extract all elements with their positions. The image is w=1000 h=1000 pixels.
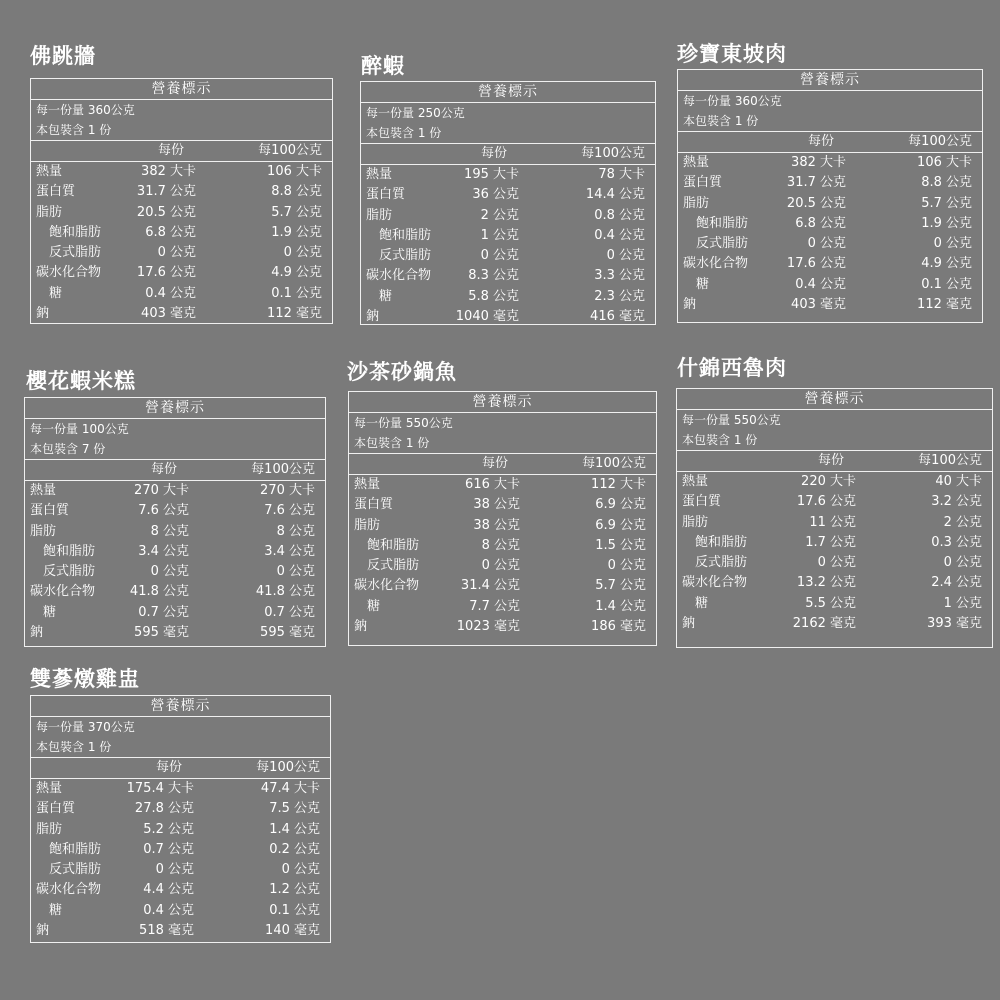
per-100g-value: 112 毫克: [267, 306, 322, 322]
nutrient-name: 碳水化合物: [682, 575, 748, 591]
per-serving-value: 0.7 公克: [143, 841, 194, 857]
per-100g-value: 0.7 公克: [264, 604, 315, 620]
per-serving-value: 518 毫克: [139, 923, 194, 939]
nutrient-row-sat-fat: [678, 214, 982, 234]
per-100g-value: 5.7 公克: [595, 578, 646, 594]
nutrient-row-sodium: [361, 307, 655, 327]
per-serving-value: 0.4 公克: [143, 902, 194, 918]
per-serving-value: 7.7 公克: [469, 598, 520, 614]
nutrient-name: 飽和脂肪: [49, 841, 102, 857]
nutrient-row-energy: [678, 153, 982, 173]
nutrient-rows: [677, 472, 992, 634]
nutrient-name: 熱量: [366, 167, 393, 182]
nutrition-label: [30, 695, 331, 943]
nutrient-row-carbs: [31, 880, 330, 900]
nutrient-name: 脂肪: [366, 207, 393, 223]
nutrient-row-sugar: [25, 603, 325, 623]
servings-per-package: 本包裝含 1 份: [36, 740, 112, 754]
servings-per-package: 本包裝含 1 份: [366, 126, 442, 140]
per-serving-value: 0 公克: [481, 558, 520, 574]
column-header: [677, 451, 992, 472]
per-100g-value: 0.1 公克: [269, 902, 320, 918]
serving-info: [31, 100, 332, 141]
per-serving-value: 5.2 公克: [143, 821, 194, 837]
label-header: 營養標示: [361, 82, 655, 103]
nutrient-name: 反式脂肪: [367, 558, 420, 574]
serving-size: 每一份量 250公克: [366, 106, 465, 120]
per-serving-value: 2162 毫克: [792, 616, 856, 632]
per-100g-header: 每100公克: [258, 143, 322, 158]
servings-per-package: 本包裝含 1 份: [682, 433, 758, 447]
per-100g-value: 106 大卡: [267, 164, 322, 179]
per-100g-value: 0 公克: [281, 862, 320, 878]
label-header: 營養標示: [349, 392, 656, 413]
per-100g-value: 186 毫克: [591, 619, 646, 635]
per-serving-value: 5.5 公克: [805, 595, 856, 611]
nutrient-row-sodium: [349, 617, 656, 637]
nutrition-label: [676, 388, 993, 648]
nutrient-row-trans-fat: [31, 860, 330, 880]
per-100g-value: 112 大卡: [591, 477, 646, 492]
dish-title: 珍寶東坡肉: [677, 42, 787, 66]
nutrient-row-sugar: [31, 284, 332, 304]
nutrient-row-trans-fat: [31, 243, 332, 263]
nutrient-rows: [31, 162, 332, 324]
per-100g-header: 每100公克: [581, 146, 645, 161]
nutrient-row-sat-fat: [31, 840, 330, 860]
label-header: 營養標示: [31, 79, 332, 100]
nutrient-row-sat-fat: [361, 226, 655, 246]
per-100g-value: 106 大卡: [917, 155, 972, 170]
per-100g-value: 3.3 公克: [594, 268, 645, 284]
per-100g-value: 40 大卡: [935, 474, 982, 489]
nutrient-row-sodium: [25, 623, 325, 643]
nutrition-label: [360, 81, 656, 325]
per-serving-value: 17.6 公克: [796, 494, 856, 510]
serving-info: [349, 413, 656, 454]
nutrient-name: 熱量: [30, 483, 57, 498]
per-serving-value: 0.7 公克: [138, 604, 189, 620]
per-100g-value: 0 公克: [283, 245, 322, 261]
nutrient-name: 飽和脂肪: [379, 227, 432, 243]
per-100g-value: 0 公克: [607, 558, 646, 574]
per-100g-value: 7.6 公克: [264, 503, 315, 519]
per-100g-value: 1.4 公克: [595, 598, 646, 614]
per-100g-value: 5.7 公克: [921, 195, 972, 211]
serving-info: [361, 103, 655, 144]
nutrient-name: 鈉: [366, 309, 380, 325]
per-100g-value: 1.5 公克: [595, 537, 646, 553]
per-serving-value: 0 公克: [817, 555, 856, 571]
nutrient-name: 碳水化合物: [354, 578, 420, 594]
nutrient-row-energy: [31, 162, 332, 182]
column-header: [25, 460, 325, 481]
nutrient-row-sat-fat: [349, 536, 656, 556]
per-100g-value: 0.3 公克: [931, 534, 982, 550]
nutrient-row-fat: [31, 203, 332, 223]
serving-info: [677, 410, 992, 451]
nutrient-rows: [678, 153, 982, 315]
per-serving-value: 6.8 公克: [145, 224, 196, 240]
nutrient-name: 糖: [49, 285, 63, 301]
nutrient-name: 鈉: [30, 625, 44, 641]
nutrient-row-protein: [25, 501, 325, 521]
servings-per-package: 本包裝含 1 份: [354, 436, 430, 450]
nutrient-name: 碳水化合物: [36, 882, 102, 898]
nutrient-rows: [349, 475, 656, 637]
servings-per-package: 本包裝含 1 份: [683, 114, 759, 128]
nutrient-name: 反式脂肪: [49, 862, 102, 878]
nutrient-row-sugar: [361, 287, 655, 307]
per-serving-header: 每份: [807, 134, 834, 149]
nutrient-name: 蛋白質: [683, 175, 723, 191]
label-header: 營養標示: [31, 696, 330, 717]
nutrient-name: 熱量: [682, 474, 709, 489]
nutrient-row-carbs: [31, 263, 332, 283]
per-serving-value: 1 公克: [480, 227, 519, 243]
per-100g-value: 1.2 公克: [269, 882, 320, 898]
nutrient-name: 脂肪: [354, 517, 381, 533]
nutrient-name: 脂肪: [683, 195, 710, 211]
per-serving-value: 0 公克: [480, 248, 519, 264]
per-serving-value: 31.7 公克: [786, 175, 846, 191]
nutrient-name: 蛋白質: [682, 494, 722, 510]
per-serving-value: 38 公克: [473, 517, 520, 533]
per-100g-value: 416 毫克: [590, 309, 645, 325]
nutrient-row-carbs: [678, 254, 982, 274]
nutrient-row-carbs: [349, 576, 656, 596]
nutrient-name: 反式脂肪: [696, 236, 749, 252]
nutrient-name: 熱量: [36, 781, 63, 796]
per-100g-value: 3.2 公克: [931, 494, 982, 510]
serving-info: [678, 91, 982, 132]
per-100g-value: 47.4 大卡: [260, 781, 320, 796]
nutrient-row-sodium: [31, 921, 330, 941]
per-serving-value: 1.7 公克: [805, 534, 856, 550]
nutrient-name: 鈉: [36, 306, 50, 322]
nutrient-name: 飽和脂肪: [367, 537, 420, 553]
serving-size: 每一份量 550公克: [354, 416, 453, 430]
nutrient-row-protein: [361, 185, 655, 205]
per-100g-value: 4.9 公克: [921, 256, 972, 272]
per-100g-value: 8.8 公克: [271, 184, 322, 200]
nutrient-row-protein: [678, 173, 982, 193]
per-serving-value: 36 公克: [472, 187, 519, 203]
per-serving-value: 8.3 公克: [468, 268, 519, 284]
per-serving-value: 41.8 公克: [129, 584, 189, 600]
serving-size: 每一份量 550公克: [682, 413, 781, 427]
nutrient-name: 蛋白質: [36, 801, 76, 817]
per-100g-value: 8 公克: [276, 523, 315, 539]
per-100g-value: 3.4 公克: [264, 543, 315, 559]
nutrient-name: 糖: [696, 276, 710, 292]
nutrient-row-sat-fat: [25, 542, 325, 562]
nutrient-name: 飽和脂肪: [49, 224, 102, 240]
per-serving-value: 17.6 公克: [786, 256, 846, 272]
nutrient-name: 脂肪: [36, 821, 63, 837]
nutrient-row-fat: [361, 206, 655, 226]
per-serving-header: 每份: [157, 143, 184, 158]
nutrient-name: 蛋白質: [30, 503, 70, 519]
per-100g-value: 41.8 公克: [255, 584, 315, 600]
per-100g-value: 2 公克: [943, 514, 982, 530]
per-100g-value: 0.1 公克: [921, 276, 972, 292]
nutrient-row-carbs: [361, 266, 655, 286]
servings-per-package: 本包裝含 7 份: [30, 442, 106, 456]
nutrient-row-fat: [31, 820, 330, 840]
per-serving-value: 0 公克: [150, 564, 189, 580]
nutrient-row-trans-fat: [361, 246, 655, 266]
per-100g-value: 0.4 公克: [594, 227, 645, 243]
per-serving-value: 20.5 公克: [786, 195, 846, 211]
per-100g-value: 78 大卡: [598, 167, 645, 182]
per-100g-value: 1.4 公克: [269, 821, 320, 837]
serving-size: 每一份量 370公克: [36, 720, 135, 734]
serving-size: 每一份量 360公克: [36, 103, 135, 117]
per-100g-value: 1 公克: [943, 595, 982, 611]
label-header: 營養標示: [678, 70, 982, 91]
nutrient-name: 脂肪: [36, 204, 63, 220]
per-100g-value: 8.8 公克: [921, 175, 972, 191]
per-100g-value: 0.8 公克: [594, 207, 645, 223]
per-serving-value: 3.4 公克: [138, 543, 189, 559]
per-serving-header: 每份: [817, 453, 844, 468]
per-100g-value: 0 公克: [933, 236, 972, 252]
nutrition-label: [30, 78, 333, 324]
nutrient-name: 熱量: [683, 155, 710, 170]
nutrient-name: 鈉: [683, 297, 697, 313]
nutrient-name: 飽和脂肪: [43, 543, 96, 559]
nutrient-name: 鈉: [354, 619, 368, 635]
column-header: [31, 141, 332, 162]
nutrient-row-carbs: [25, 582, 325, 602]
per-serving-value: 17.6 公克: [136, 265, 196, 281]
nutrient-name: 熱量: [354, 477, 381, 492]
serving-size: 每一份量 100公克: [30, 422, 129, 436]
nutrient-rows: [25, 481, 325, 643]
nutrient-name: 飽和脂肪: [696, 215, 749, 231]
per-100g-value: 0 公克: [276, 564, 315, 580]
dish-title: 醉蝦: [361, 54, 405, 78]
per-serving-value: 38 公克: [473, 497, 520, 513]
per-serving-value: 0 公克: [157, 245, 196, 261]
per-serving-value: 0 公克: [155, 862, 194, 878]
nutrient-row-fat: [677, 513, 992, 533]
nutrient-name: 鈉: [682, 616, 696, 632]
per-serving-value: 1040 毫克: [455, 309, 519, 325]
nutrient-row-sugar: [677, 594, 992, 614]
nutrient-name: 糖: [695, 595, 709, 611]
nutrient-row-trans-fat: [678, 234, 982, 254]
dish-title: 沙茶砂鍋魚: [347, 360, 457, 384]
per-100g-header: 每100公克: [582, 456, 646, 471]
nutrition-label: [24, 397, 326, 647]
per-100g-value: 6.9 公克: [595, 497, 646, 513]
dish-title: 什錦西魯肉: [677, 356, 787, 380]
per-serving-value: 0 公克: [807, 236, 846, 252]
per-100g-value: 7.5 公克: [269, 801, 320, 817]
per-serving-value: 7.6 公克: [138, 503, 189, 519]
nutrient-row-sugar: [349, 597, 656, 617]
nutrient-row-trans-fat: [349, 556, 656, 576]
dish-title: 佛跳牆: [30, 44, 96, 68]
per-100g-header: 每100公克: [251, 462, 315, 477]
nutrient-name: 蛋白質: [36, 184, 76, 200]
per-serving-value: 0.4 公克: [795, 276, 846, 292]
per-serving-value: 4.4 公克: [143, 882, 194, 898]
per-serving-value: 27.8 公克: [134, 801, 194, 817]
per-100g-value: 0.2 公克: [269, 841, 320, 857]
per-serving-header: 每份: [155, 760, 182, 775]
per-serving-value: 382 大卡: [791, 155, 846, 170]
per-100g-value: 1.9 公克: [271, 224, 322, 240]
nutrient-row-fat: [678, 194, 982, 214]
per-serving-header: 每份: [150, 462, 177, 477]
column-header: [361, 144, 655, 165]
per-serving-value: 382 大卡: [141, 164, 196, 179]
nutrient-row-sugar: [678, 275, 982, 295]
nutrient-name: 糖: [49, 902, 63, 918]
per-serving-value: 403 毫克: [141, 306, 196, 322]
per-serving-value: 8 公克: [150, 523, 189, 539]
nutrient-name: 糖: [379, 288, 393, 304]
per-serving-value: 595 毫克: [134, 625, 189, 641]
per-serving-value: 1023 毫克: [456, 619, 520, 635]
nutrient-name: 反式脂肪: [695, 555, 748, 571]
per-100g-value: 0 公克: [606, 248, 645, 264]
nutrient-name: 蛋白質: [366, 187, 406, 203]
nutrient-row-fat: [25, 522, 325, 542]
nutrient-name: 糖: [367, 598, 381, 614]
per-serving-header: 每份: [481, 456, 508, 471]
nutrient-rows: [31, 779, 330, 941]
serving-size: 每一份量 360公克: [683, 94, 782, 108]
servings-per-package: 本包裝含 1 份: [36, 123, 112, 137]
nutrient-name: 碳水化合物: [30, 584, 96, 600]
per-serving-value: 6.8 公克: [795, 215, 846, 231]
per-100g-value: 270 大卡: [260, 483, 315, 498]
nutrient-row-sodium: [677, 614, 992, 634]
nutrient-row-protein: [677, 492, 992, 512]
per-serving-value: 31.4 公克: [460, 578, 520, 594]
nutrient-row-energy: [361, 165, 655, 185]
nutrient-row-protein: [349, 495, 656, 515]
nutrient-row-sodium: [678, 295, 982, 315]
nutrient-row-trans-fat: [25, 562, 325, 582]
nutrient-row-trans-fat: [677, 553, 992, 573]
dish-title: 櫻花蝦米糕: [26, 369, 136, 393]
per-100g-value: 393 毫克: [927, 616, 982, 632]
nutrient-row-protein: [31, 182, 332, 202]
per-100g-value: 6.9 公克: [595, 517, 646, 533]
nutrient-name: 碳水化合物: [366, 268, 432, 284]
per-100g-header: 每100公克: [256, 760, 320, 775]
nutrient-row-energy: [31, 779, 330, 799]
label-header: 營養標示: [25, 398, 325, 419]
nutrient-row-fat: [349, 516, 656, 536]
per-serving-value: 270 大卡: [134, 483, 189, 498]
nutrient-name: 糖: [43, 604, 57, 620]
per-100g-header: 每100公克: [918, 453, 982, 468]
nutrition-label: [348, 391, 657, 646]
nutrient-row-carbs: [677, 573, 992, 593]
nutrition-label: [677, 69, 983, 323]
per-serving-value: 175.4 大卡: [126, 781, 194, 796]
per-100g-value: 14.4 公克: [585, 187, 645, 203]
per-100g-value: 112 毫克: [917, 297, 972, 313]
dish-title: 雙蔘燉雞盅: [30, 667, 140, 691]
label-header: 營養標示: [677, 389, 992, 410]
per-serving-value: 616 大卡: [465, 477, 520, 492]
nutrient-row-sodium: [31, 304, 332, 324]
per-serving-header: 每份: [480, 146, 507, 161]
nutrient-name: 脂肪: [30, 523, 57, 539]
nutrient-row-sat-fat: [677, 533, 992, 553]
nutrient-row-sat-fat: [31, 223, 332, 243]
per-serving-value: 20.5 公克: [136, 204, 196, 220]
nutrient-name: 反式脂肪: [49, 245, 102, 261]
nutrient-row-energy: [677, 472, 992, 492]
nutrient-name: 脂肪: [682, 514, 709, 530]
nutrient-name: 反式脂肪: [379, 248, 432, 264]
per-100g-value: 140 毫克: [265, 923, 320, 939]
per-serving-value: 2 公克: [480, 207, 519, 223]
per-serving-value: 220 大卡: [801, 474, 856, 489]
per-100g-header: 每100公克: [908, 134, 972, 149]
nutrient-name: 鈉: [36, 923, 50, 939]
per-100g-value: 595 毫克: [260, 625, 315, 641]
nutrient-name: 碳水化合物: [36, 265, 102, 281]
per-100g-value: 2.4 公克: [931, 575, 982, 591]
per-100g-value: 0 公克: [943, 555, 982, 571]
per-serving-value: 195 大卡: [464, 167, 519, 182]
per-serving-value: 11 公克: [809, 514, 856, 530]
nutrient-row-energy: [349, 475, 656, 495]
per-serving-value: 31.7 公克: [136, 184, 196, 200]
per-serving-value: 8 公克: [481, 537, 520, 553]
per-100g-value: 5.7 公克: [271, 204, 322, 220]
nutrient-name: 飽和脂肪: [695, 534, 748, 550]
nutrient-row-protein: [31, 799, 330, 819]
per-serving-value: 5.8 公克: [468, 288, 519, 304]
per-100g-value: 2.3 公克: [594, 288, 645, 304]
per-100g-value: 4.9 公克: [271, 265, 322, 281]
per-serving-value: 0.4 公克: [145, 285, 196, 301]
per-serving-value: 13.2 公克: [796, 575, 856, 591]
serving-info: [25, 419, 325, 460]
nutrient-row-sugar: [31, 901, 330, 921]
nutrient-name: 反式脂肪: [43, 564, 96, 580]
column-header: [678, 132, 982, 153]
per-100g-value: 1.9 公克: [921, 215, 972, 231]
per-serving-value: 403 毫克: [791, 297, 846, 313]
nutrient-name: 熱量: [36, 164, 63, 179]
nutrient-name: 蛋白質: [354, 497, 394, 513]
nutrient-rows: [361, 165, 655, 327]
column-header: [31, 758, 330, 779]
serving-info: [31, 717, 330, 758]
column-header: [349, 454, 656, 475]
nutrient-name: 碳水化合物: [683, 256, 749, 272]
per-100g-value: 0.1 公克: [271, 285, 322, 301]
nutrient-row-energy: [25, 481, 325, 501]
